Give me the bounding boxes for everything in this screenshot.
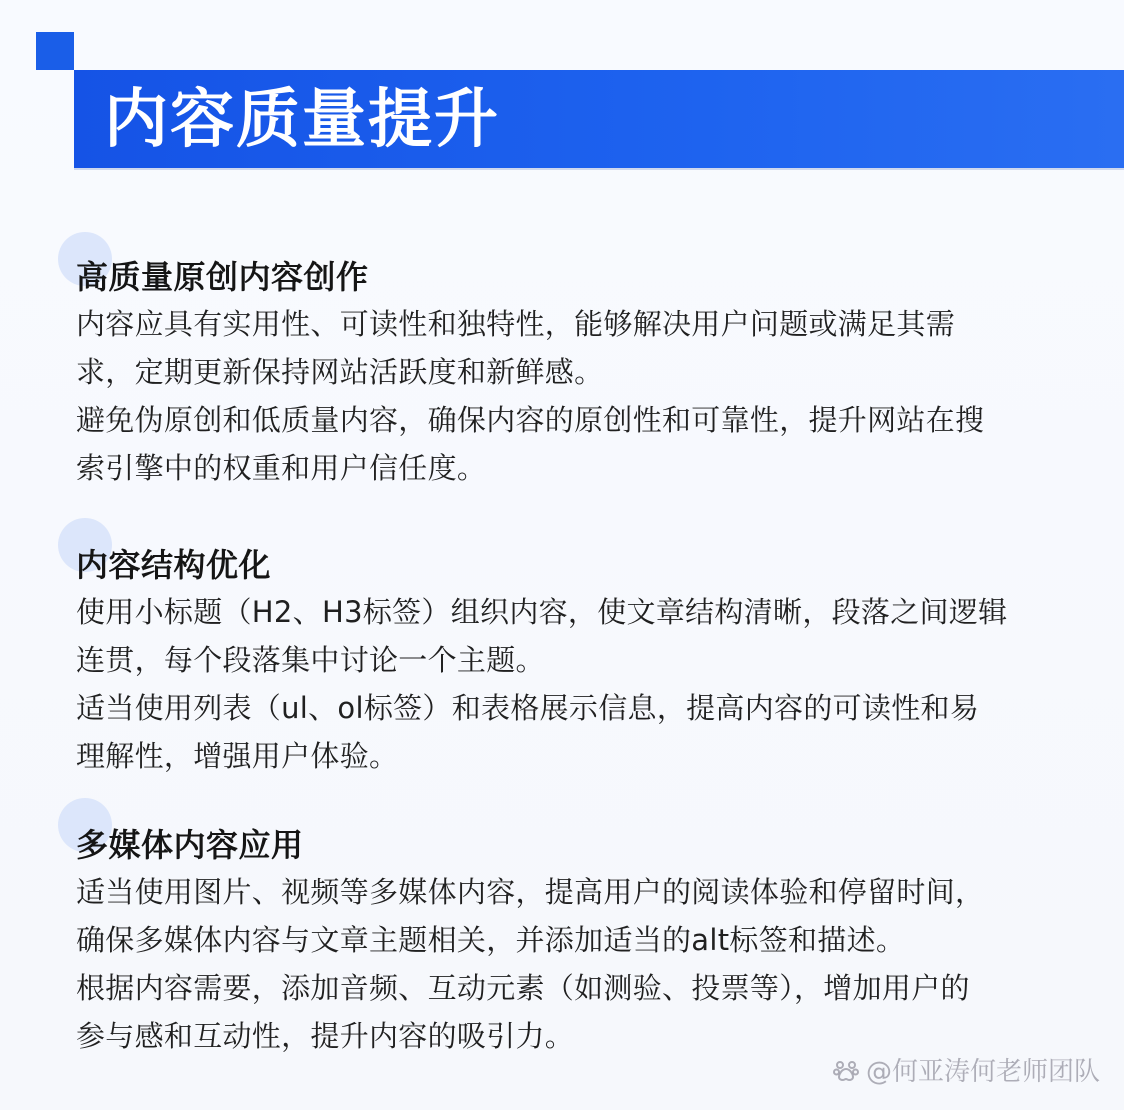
watermark [832,1051,1100,1088]
body-line: 适当使用图片、视频等多媒体内容，提高用户的阅读体验和停留时间， [76,875,985,909]
body-line: 避免伪原创和低质量内容，确保内容的原创性和可靠性，提升网站在搜 [76,403,985,437]
body-line: 索引擎中的权重和用户信任度。 [76,451,487,485]
body-line: 理解性，增强用户体验。 [76,739,399,773]
body-line: 求，定期更新保持网站活跃度和新鲜感。 [76,355,604,389]
paw-icon [832,1056,860,1084]
body-line: 参与感和互动性，提升内容的吸引力。 [76,1019,575,1053]
section-body [76,588,1076,780]
body-line: 连贯，每个段落集中讨论一个主题。 [76,643,545,677]
section-body [76,300,1076,492]
body-line: 内容应具有实用性、可读性和独特性，能够解决用户问题或满足其需 [76,307,956,341]
page-title: 内容质量提升 [104,83,500,157]
section-heading: 内容结构优化 [76,546,272,584]
section-body [76,868,1076,1060]
title-banner-shadow [74,168,1124,170]
corner-accent-square [36,32,74,70]
section-heading: 高质量原创内容创作 [76,258,369,296]
watermark-text: @何亚涛何老师团队 [865,1057,1100,1087]
body-line: 适当使用列表（ul、ol标签）和表格展示信息，提高内容的可读性和易 [76,691,980,725]
body-line: 使用小标题（H2、H3标签）组织内容，使文章结构清晰，段落之间逻辑 [76,595,1008,629]
body-line: 确保多媒体内容与文章主题相关，并添加适当的alt标签和描述。 [76,923,906,957]
section-heading: 多媒体内容应用 [76,826,304,864]
body-line: 根据内容需要，添加音频、互动元素（如测验、投票等），增加用户的 [76,971,970,1005]
